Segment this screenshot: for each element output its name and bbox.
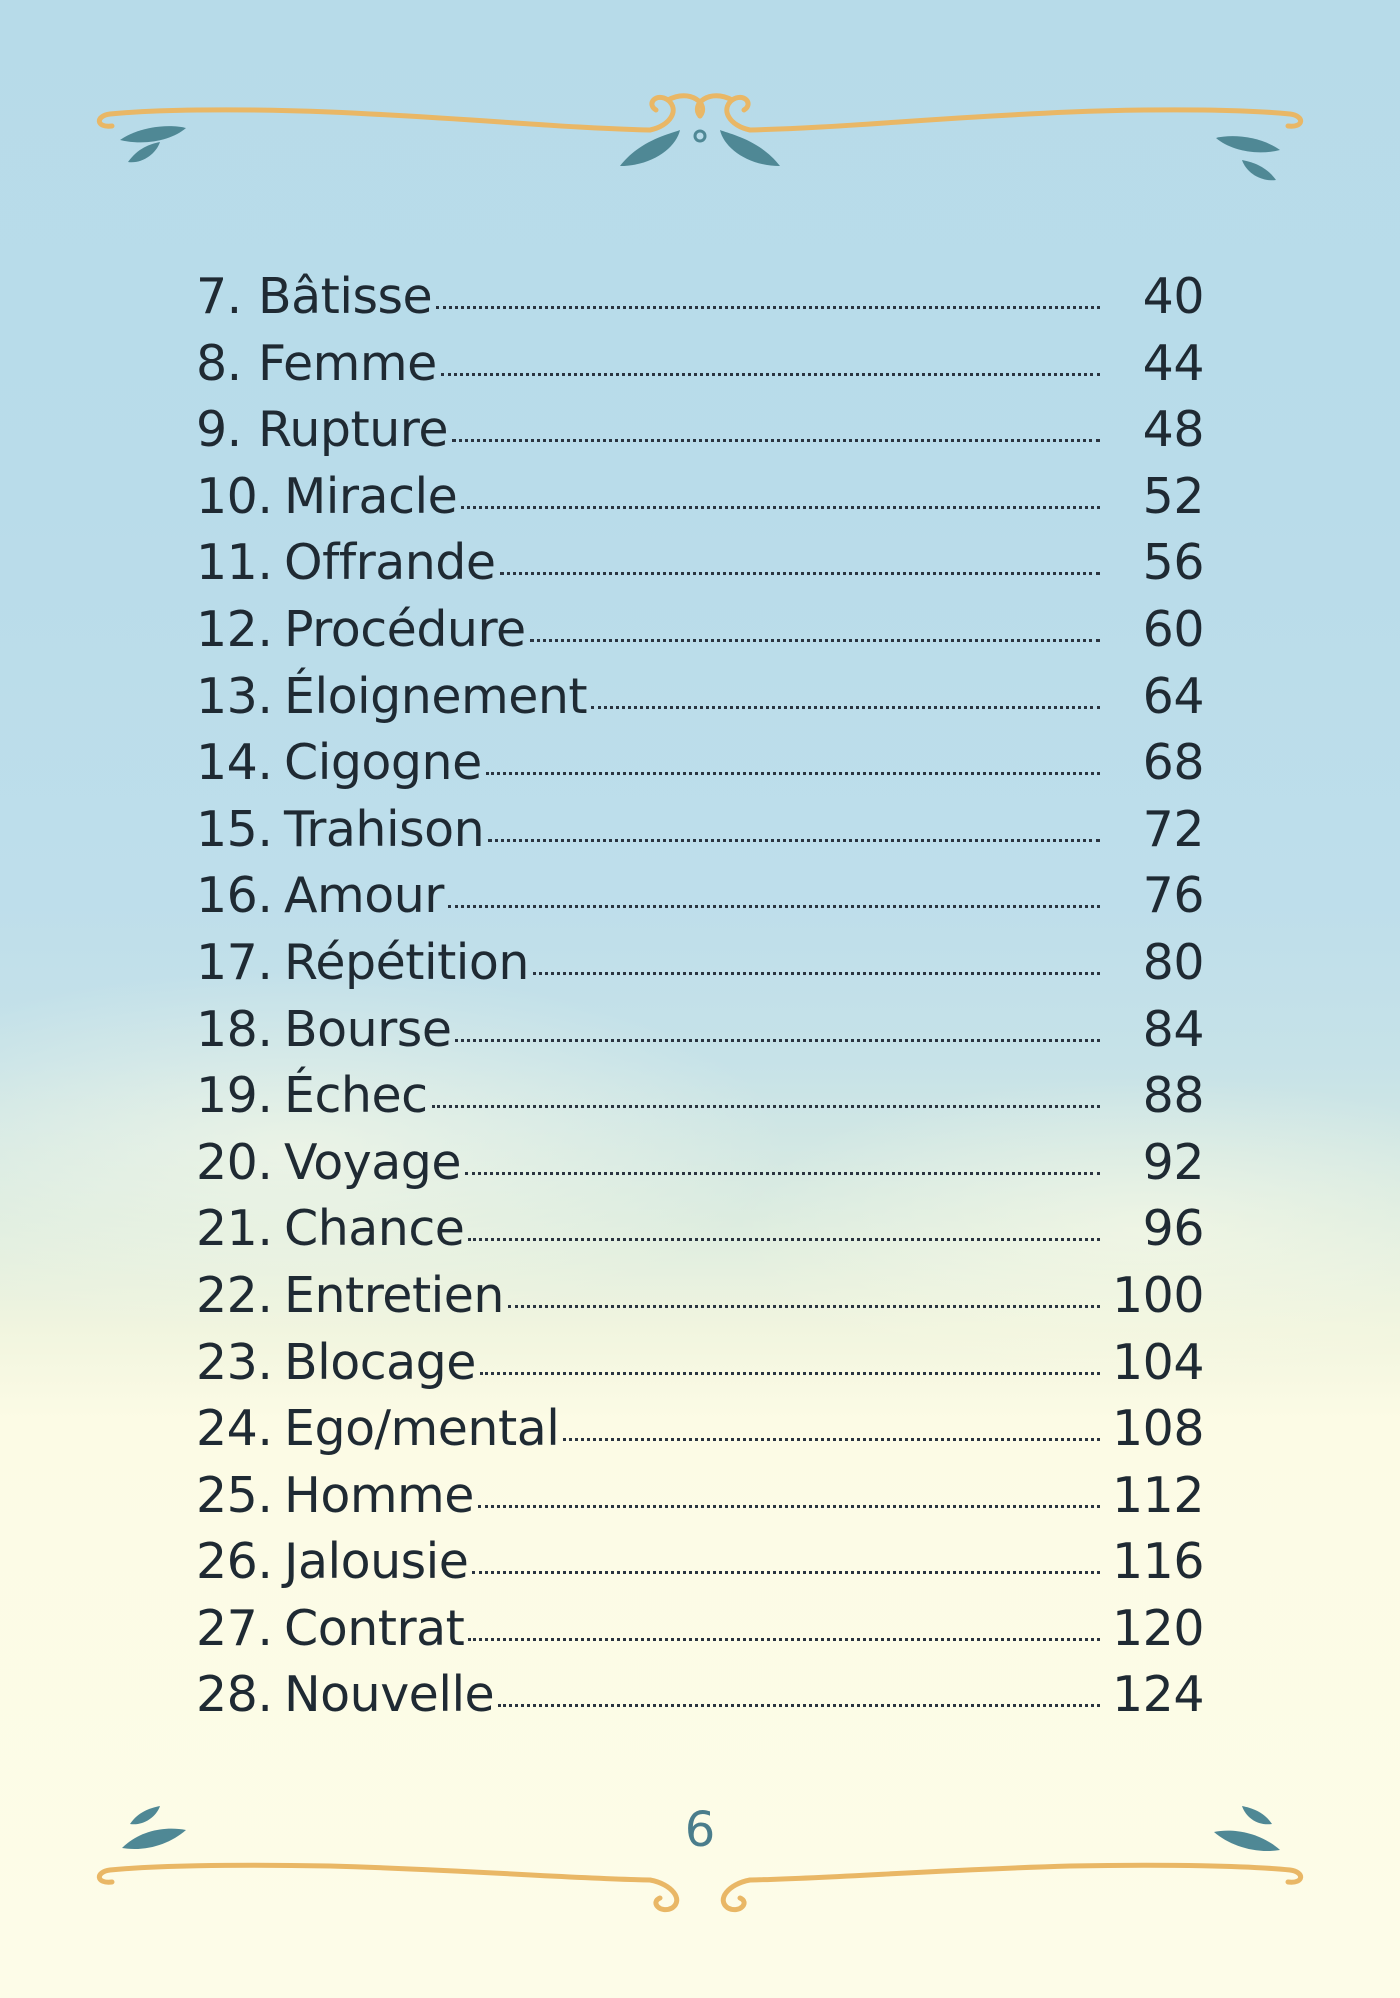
toc-entry[interactable] bbox=[196, 1200, 1204, 1267]
toc-entry-title: Rupture bbox=[258, 401, 448, 459]
toc-entry-page: 124 bbox=[1111, 1666, 1204, 1724]
toc-entry-page: 76 bbox=[1142, 867, 1204, 925]
toc-entry-number: 24. bbox=[196, 1400, 273, 1458]
dot-leader bbox=[468, 1638, 1100, 1641]
dot-leader bbox=[472, 1571, 1100, 1574]
toc-entry-page: 60 bbox=[1142, 600, 1204, 658]
toc-entry-title: Ego/mental bbox=[284, 1400, 560, 1458]
toc-entry-title: Trahison bbox=[284, 800, 485, 858]
dot-leader bbox=[533, 972, 1100, 975]
toc-entry-number: 17. bbox=[196, 933, 273, 991]
toc-entry-title: Éloignement bbox=[284, 667, 588, 725]
toc-entry-page: 96 bbox=[1142, 1200, 1204, 1258]
toc-entry-number: 15. bbox=[196, 800, 273, 858]
toc-entry[interactable] bbox=[196, 534, 1204, 601]
toc-entry-title: Contrat bbox=[284, 1599, 465, 1657]
toc-entry-title: Jalousie bbox=[284, 1533, 469, 1591]
dot-leader bbox=[488, 839, 1100, 842]
dot-leader bbox=[530, 639, 1100, 642]
toc-entry-page: 72 bbox=[1142, 800, 1204, 858]
toc-entry-page: 116 bbox=[1111, 1533, 1204, 1591]
toc-entry-title: Bâtisse bbox=[258, 268, 433, 325]
toc-entry[interactable] bbox=[196, 1533, 1204, 1600]
toc-entry[interactable] bbox=[196, 268, 1204, 335]
toc-entry-page: 108 bbox=[1111, 1400, 1204, 1458]
dot-leader bbox=[465, 1172, 1100, 1175]
dot-leader bbox=[461, 506, 1100, 509]
toc-entry[interactable] bbox=[196, 1267, 1204, 1334]
page-number: 6 bbox=[684, 1802, 716, 1858]
toc-entry-title: Bourse bbox=[284, 1000, 452, 1058]
dot-leader bbox=[478, 1505, 1100, 1508]
table-of-contents bbox=[196, 268, 1204, 1733]
toc-entry-title: Amour bbox=[284, 867, 444, 925]
toc-entry-page: 40 bbox=[1142, 268, 1204, 325]
toc-entry-number: 27. bbox=[196, 1599, 273, 1657]
toc-entry-page: 104 bbox=[1111, 1333, 1204, 1391]
toc-entry-number: 11. bbox=[196, 534, 273, 592]
toc-entry[interactable] bbox=[196, 1467, 1204, 1534]
toc-entry[interactable] bbox=[196, 1666, 1204, 1733]
toc-entry[interactable] bbox=[196, 934, 1204, 1001]
toc-entry-number: 22. bbox=[196, 1266, 273, 1324]
toc-entry[interactable] bbox=[196, 601, 1204, 668]
toc-entry-number: 8. bbox=[196, 334, 242, 392]
toc-entry-number: 12. bbox=[196, 600, 273, 658]
leaf-icon bbox=[720, 130, 780, 166]
toc-entry-title: Blocage bbox=[284, 1333, 476, 1391]
dot-leader bbox=[486, 772, 1100, 775]
dot-leader bbox=[441, 373, 1100, 376]
toc-entry-number: 23. bbox=[196, 1333, 273, 1391]
toc-entry-page: 44 bbox=[1142, 334, 1204, 392]
toc-entry-number: 20. bbox=[196, 1133, 273, 1191]
toc-entry-page: 68 bbox=[1142, 734, 1204, 792]
toc-entry[interactable] bbox=[196, 1067, 1204, 1134]
toc-entry-number: 7. bbox=[196, 268, 242, 325]
toc-entry-number: 19. bbox=[196, 1067, 273, 1125]
leaf-icon bbox=[1216, 136, 1280, 152]
dot-leader bbox=[591, 706, 1100, 709]
toc-entry-page: 84 bbox=[1142, 1000, 1204, 1058]
toc-entry[interactable] bbox=[196, 468, 1204, 535]
toc-entry-page: 112 bbox=[1111, 1466, 1204, 1524]
toc-entry-number: 25. bbox=[196, 1466, 273, 1524]
leaf-icon bbox=[620, 130, 680, 166]
toc-entry-page: 100 bbox=[1111, 1266, 1204, 1324]
dot-leader bbox=[468, 1238, 1100, 1241]
toc-entry-page: 120 bbox=[1111, 1599, 1204, 1657]
toc-entry[interactable] bbox=[196, 335, 1204, 402]
toc-entry-page: 80 bbox=[1142, 933, 1204, 991]
dot-leader bbox=[498, 1704, 1100, 1707]
toc-entry-number: 16. bbox=[196, 867, 273, 925]
toc-entry[interactable] bbox=[196, 1334, 1204, 1401]
dot-leader bbox=[500, 572, 1100, 575]
leaf-icon bbox=[1242, 160, 1276, 180]
toc-entry-title: Homme bbox=[284, 1466, 474, 1524]
dot-leader bbox=[455, 1039, 1100, 1042]
toc-entry[interactable] bbox=[196, 1600, 1204, 1667]
toc-entry-title: Échec bbox=[284, 1067, 428, 1125]
leaf-icon bbox=[120, 126, 186, 142]
toc-entry-title: Procédure bbox=[284, 600, 526, 658]
toc-entry-page: 92 bbox=[1142, 1133, 1204, 1191]
toc-entry[interactable] bbox=[196, 867, 1204, 934]
toc-entry[interactable] bbox=[196, 801, 1204, 868]
toc-entry-page: 56 bbox=[1142, 534, 1204, 592]
toc-entry-title: Miracle bbox=[284, 467, 458, 525]
dot-leader bbox=[480, 1372, 1100, 1375]
toc-entry-number: 10. bbox=[196, 467, 273, 525]
toc-entry-title: Voyage bbox=[284, 1133, 461, 1191]
toc-entry-number: 26. bbox=[196, 1533, 273, 1591]
dot-leader bbox=[432, 1105, 1100, 1108]
toc-entry[interactable] bbox=[196, 668, 1204, 735]
top-ornament bbox=[0, 70, 1400, 210]
toc-entry[interactable] bbox=[196, 1134, 1204, 1201]
leaf-icon bbox=[128, 142, 160, 162]
dot-leader bbox=[448, 905, 1100, 908]
dot-leader bbox=[508, 1305, 1100, 1308]
toc-entry-number: 14. bbox=[196, 734, 273, 792]
toc-entry-number: 9. bbox=[196, 401, 242, 459]
toc-entry-number: 13. bbox=[196, 667, 273, 725]
toc-entry[interactable] bbox=[196, 401, 1204, 468]
dot-leader bbox=[436, 306, 1100, 309]
toc-entry-page: 64 bbox=[1142, 667, 1204, 725]
toc-entry-page: 88 bbox=[1142, 1067, 1204, 1125]
toc-entry-page: 52 bbox=[1142, 467, 1204, 525]
dot-leader bbox=[452, 439, 1100, 442]
toc-entry-title: Cigogne bbox=[284, 734, 482, 792]
toc-entry[interactable] bbox=[196, 1400, 1204, 1467]
toc-entry-title: Nouvelle bbox=[284, 1666, 495, 1724]
toc-entry-title: Entretien bbox=[284, 1266, 504, 1324]
toc-entry-number: 28. bbox=[196, 1666, 273, 1724]
toc-entry-title: Femme bbox=[258, 334, 437, 392]
dot-leader bbox=[563, 1438, 1100, 1441]
toc-entry-title: Chance bbox=[284, 1200, 465, 1258]
toc-entry-page: 48 bbox=[1142, 401, 1204, 459]
toc-entry-number: 18. bbox=[196, 1000, 273, 1058]
toc-entry[interactable] bbox=[196, 734, 1204, 801]
toc-entry-title: Répétition bbox=[284, 933, 529, 991]
toc-entry[interactable] bbox=[196, 1001, 1204, 1068]
toc-entry-title: Offrande bbox=[284, 534, 496, 592]
toc-entry-number: 21. bbox=[196, 1200, 273, 1258]
